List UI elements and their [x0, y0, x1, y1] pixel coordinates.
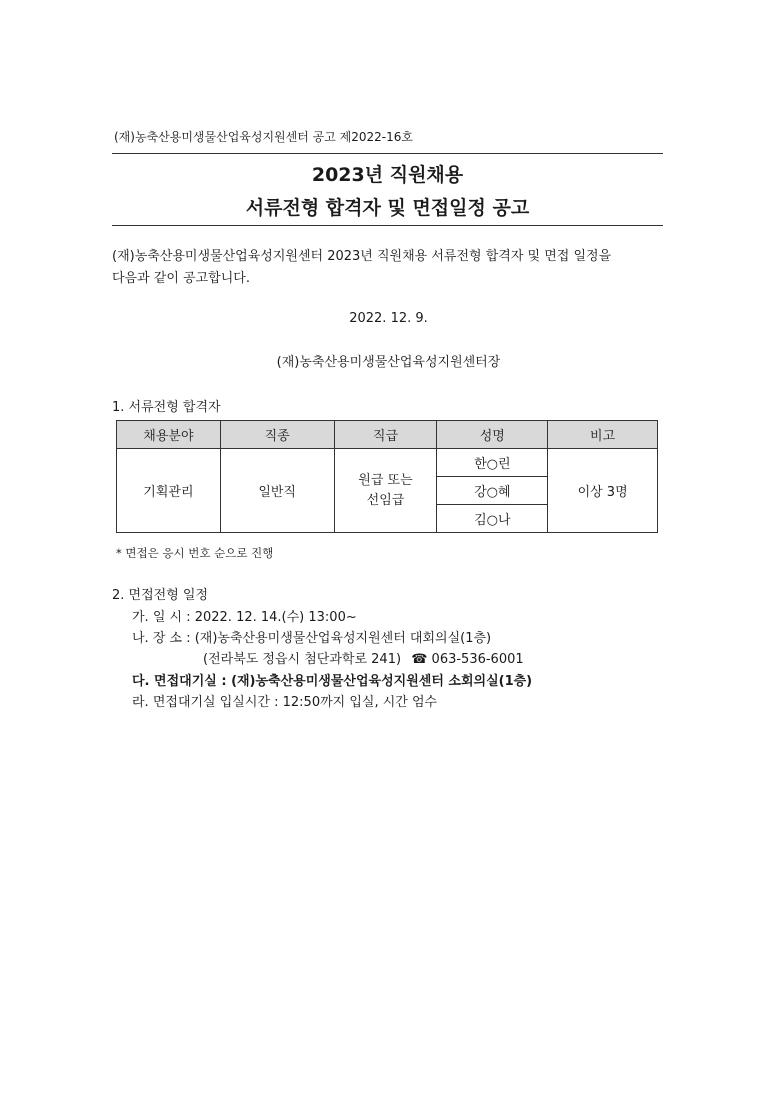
notice-date: 2022. 12. 9. [349, 311, 428, 326]
passers-table [116, 420, 658, 533]
title-divider [112, 225, 663, 226]
section-2-heading: 2. 면접전형 일정 [112, 588, 209, 603]
entry-time: 라. 면접대기실 입실시간 : 12:50까지 입실, 시간 엄수 [132, 695, 438, 710]
section-1-heading: 1. 서류전형 합격자 [112, 400, 221, 415]
header-job-type: 직종 [220, 421, 334, 449]
title-line-1: 2023년 직원채용 [311, 164, 464, 186]
intro-line-1: (재)농축산용미생물산업육성지원센터 2023년 직원채용 서류전형 합격자 및 면접 일정을 [112, 249, 612, 264]
header-name: 성명 [437, 421, 548, 449]
cell-remark: 이상 3명 [548, 449, 658, 533]
cell-field: 기획관리 [117, 449, 221, 533]
title-line-2: 서류전형 합격자 및 면접일정 공고 [245, 197, 530, 219]
notice-number: (재)농축산용미생물산업육성지원센터 공고 제2022-16호 [114, 130, 413, 144]
schedule-datetime: 가. 일 시 : 2022. 12. 14.(수) 13:00~ [132, 610, 357, 625]
issuer: (재)농축산용미생물산업육성지원센터장 [276, 355, 501, 370]
phone-icon: ☎ [411, 652, 428, 667]
table-header-row [117, 421, 658, 449]
interview-order-note: * 면접은 응시 번호 순으로 진행 [116, 546, 274, 560]
grade-text: 원급 또는 선임급 [358, 472, 413, 508]
header-field: 채용분야 [117, 421, 221, 449]
schedule-location: 나. 장 소 : (재)농축산용미생물산업육성지원센터 대회의실(1층) [132, 631, 492, 646]
cell-name-3: 김○나 [437, 505, 548, 533]
waiting-room: 다. 면접대기실 : (재)농축산용미생물산업육성지원센터 소회의실(1층) [132, 674, 533, 689]
header-grade: 직급 [334, 421, 437, 449]
intro-paragraph [112, 246, 663, 290]
cell-grade [334, 449, 437, 533]
cell-job-type: 일반직 [220, 449, 334, 533]
schedule-address [203, 648, 524, 667]
phone-number: 063-536-6001 [431, 652, 524, 667]
header-remark: 비고 [548, 421, 658, 449]
cell-name-2: 강○혜 [437, 477, 548, 505]
cell-name-1: 한○린 [437, 449, 548, 477]
table-row [117, 449, 658, 477]
intro-line-2: 다음과 같이 공고합니다. [112, 271, 250, 286]
address-text: (전라북도 정읍시 첨단과학로 241) [203, 652, 402, 667]
top-divider [112, 153, 663, 154]
